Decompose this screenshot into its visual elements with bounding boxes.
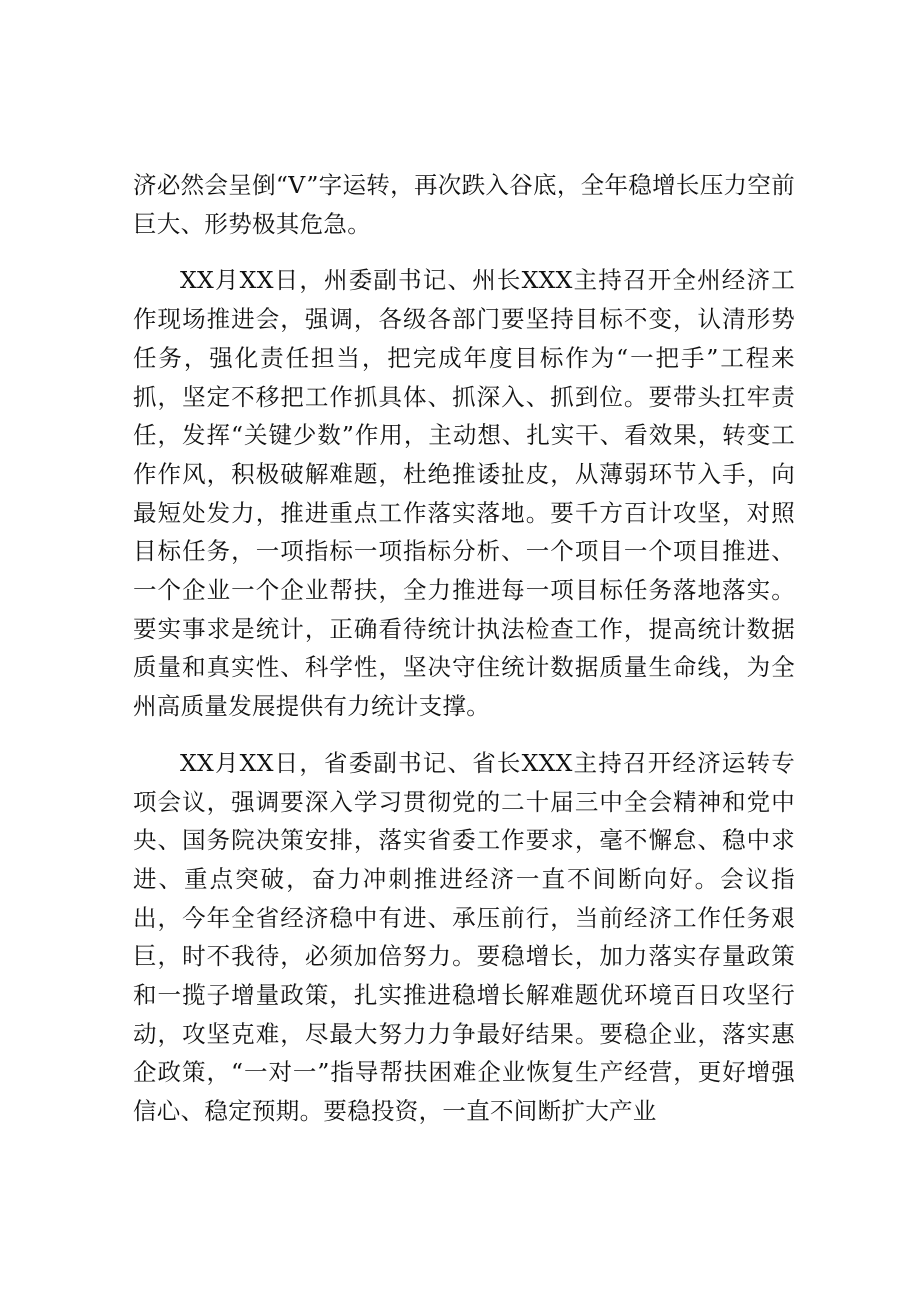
paragraph-3: XX月XX日，省委副书记、省长XXX主持召开经济运转专项会议，强调要深入学习贯彻党的二十届三中全会精神和党中央、国务院决策安排，落实省委工作要求，毫不懈怠、稳中求进、重点突破，奋力冲刺推进经济一直不间断向好。会议指出，今年全省经济稳中有进、承压前行，当前经济工作任务艰巨，时不我待，必须加倍努力。要稳增长，加力落实存量政策和一揽子增量政策，扎实推进稳增长解难题优环境百日攻坚行动，攻坚克难，尽最大努力力争最好结果。要稳企业，落实惠企政策，“一对一”指导帮扶困难企业恢复生产经营，更好增强信心、稳定预期。要稳投资，一直不间断扩大产业 xyxy=(133,748,795,1126)
paragraph-1: 济必然会呈倒“V”字运转，再次跌入谷底，全年稳增长压力空前巨大、形势极其危急。 xyxy=(133,171,795,238)
document-body xyxy=(133,166,795,1149)
paragraph-2: XX月XX日，州委副书记、州长XXX主持召开全州经济工作现场推进会，强调，各级各部门要坚持目标不变，认清形势任务，强化责任担当，把完成年度目标作为“一把手”工程来抓，坚定不移把工作抓具体、抓深入、抓到位。要带头扛牢责任，发挥“关键少数”作用，主动想、扎实干、看效果，转变工作作风，积极破解难题，杜绝推诿扯皮，从薄弱环节入手，向最短处发力，推进重点工作落实落地。要千方百计攻坚，对照目标任务，一项指标一项指标分析、一个项目一个项目推进、一个企业一个企业帮扶，全力推进每一项目标任务落地落实。要实事求是统计，正确看待统计执法检查工作，提高统计数据质量和真实性、科学性，坚决守住统计数据质量生命线，为全州高质量发展提供有力统计支撑。 xyxy=(133,266,795,721)
